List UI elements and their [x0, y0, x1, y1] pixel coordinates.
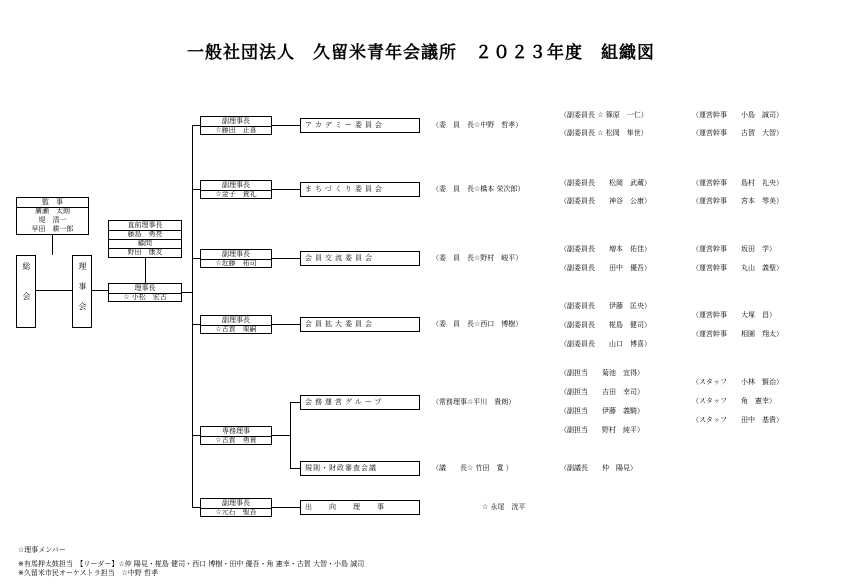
- auditor-name: 廣瀬 太朗: [35, 207, 70, 215]
- president-box: [108, 283, 182, 302]
- chair-text: （委 員 長☆西口 博樹）: [432, 320, 523, 328]
- connector: [272, 189, 300, 190]
- vp-role: 副理事長: [201, 499, 271, 509]
- connector: [272, 258, 300, 259]
- adviser-label: 顧問: [109, 239, 181, 249]
- vp-name: ☆古賀 勇貴: [215, 436, 257, 444]
- chair-text: ☆ 永尾 洸平: [482, 503, 526, 511]
- chair-text: （委 員 長☆野村 峻平）: [432, 254, 523, 262]
- auditor-label: 監 事: [17, 198, 88, 208]
- vp-box: [200, 315, 272, 334]
- connector: [92, 290, 108, 291]
- vp-name: ☆古賀 栗嗣: [215, 325, 257, 333]
- connector: [192, 435, 200, 436]
- manager-text: （運営幹事 小島 誠司）: [692, 111, 783, 119]
- committee-box: まちづくり委員会: [300, 182, 420, 197]
- vice-chair-text: （副委員長 ☆ 松岡 隼世）: [560, 129, 648, 137]
- footer-note: ※久留米市民オーケストラ担当 ☆中野 哲孝: [18, 569, 159, 577]
- vp-role: 副理事長: [201, 117, 271, 127]
- page-title: 一般社団法人 久留米青年会議所 ２０２３年度 組織図: [187, 43, 655, 63]
- staff-text: （スタッフ 田中 基貴）: [692, 416, 783, 424]
- vice-chair-text: （副委員長 松岡 武蔵）: [560, 179, 651, 187]
- trunk-line: [192, 125, 193, 508]
- staff-text: （スタッフ 角 憲幸）: [692, 397, 776, 405]
- president-label: 理事長: [109, 284, 181, 294]
- vice-chair-text: （副委員長 神谷 公康）: [560, 197, 651, 205]
- board-box: [72, 255, 92, 328]
- vice-chair-text: （副委員長 田中 優吾）: [560, 264, 651, 272]
- board-label: 理事会: [78, 262, 87, 322]
- connector: [290, 468, 300, 469]
- vp-box: [200, 249, 272, 268]
- chair-text: （委 員 長☆橋本 栄次郎）: [432, 185, 525, 193]
- vp-role: 副理事長: [201, 316, 271, 326]
- vp-box: [200, 498, 272, 517]
- connector: [272, 435, 290, 436]
- auditor-box: [16, 197, 89, 235]
- vice-chair-text: （副委員長 山口 博喜）: [560, 340, 651, 348]
- connector: [272, 507, 300, 508]
- vice-chair-text: （副委員長 伊藤 匡央）: [560, 302, 651, 310]
- vp-name: ☆金子 貴礼: [215, 190, 257, 198]
- footer-note: ※有馬押太鼓担当 【リーダー】☆仲 陽見・椛島 健司・西口 博樹・田中 優吾・角 憲幸・古賀 大智・小島 誠司: [18, 560, 365, 568]
- general-assembly-box: [16, 255, 36, 328]
- vice-chair-text: （副担当 菊池 宜得）: [560, 369, 644, 377]
- adviser-name: 野田 康友: [127, 248, 163, 256]
- vp-name: ☆藤田 正喜: [215, 126, 257, 134]
- vice-chair-text: （副議長 仲 陽見）: [560, 464, 637, 472]
- auditor-name: 堤 清一: [38, 216, 67, 224]
- manager-text: （運営幹事 古賀 大智）: [692, 129, 783, 137]
- connector: [272, 125, 300, 126]
- connector: [192, 324, 200, 325]
- connector: [182, 292, 192, 293]
- executive-box: [108, 220, 182, 258]
- vp-box: [200, 180, 272, 199]
- committee-box: アカデミー委員会: [300, 118, 420, 133]
- committee-box: 出 向 理 事: [300, 500, 420, 515]
- manager-text: （運営幹事 坂田 学）: [692, 245, 776, 253]
- vp-role: 副理事長: [201, 181, 271, 191]
- chair-text: （議 長☆ 竹田 寛 ）: [432, 464, 513, 472]
- committee-box: 会員交流委員会: [300, 251, 420, 266]
- footer-note: ☆理事メンバー: [18, 546, 66, 554]
- connector: [290, 402, 291, 468]
- connector: [290, 402, 300, 403]
- vp-role: 専務理事: [201, 427, 271, 437]
- chair-text: （常務理事☆平川 貴朗）: [432, 398, 516, 406]
- manager-text: （運営幹事 宮本 琴美）: [692, 197, 783, 205]
- vice-chair-text: （副担当 野村 純平）: [560, 426, 644, 434]
- manager-text: （運営幹事 島村 礼央）: [692, 179, 783, 187]
- connector: [272, 324, 300, 325]
- connector: [36, 290, 72, 291]
- vice-chair-text: （副担当 吉田 幸司）: [560, 388, 644, 396]
- vice-chair-text: （副委員長 椛島 健司）: [560, 321, 651, 329]
- vice-chair-text: （副委員長 ☆ 篠原 一仁）: [560, 111, 648, 119]
- committee-box: 会務運営グループ: [300, 395, 420, 410]
- vp-name: ☆元石 聖吾: [215, 508, 257, 516]
- manager-text: （運営幹事 丸山 義聖）: [692, 264, 783, 272]
- connector: [145, 258, 146, 283]
- chair-text: （委 員 長☆中野 哲孝）: [432, 121, 523, 129]
- president-name: ☆ 小松 宏古: [123, 293, 167, 301]
- vice-chair-text: （副担当 伊藤 義騎）: [560, 407, 644, 415]
- committee-box: 規則・財政審査会議: [300, 461, 420, 476]
- vice-chair-text: （副委員長 増本 佑佳）: [560, 245, 651, 253]
- connector: [192, 125, 200, 126]
- committee-box: 会員拡大委員会: [300, 317, 420, 332]
- past-president-label: 直前理事長: [109, 221, 181, 231]
- auditor-name: 早田 耕一郎: [31, 225, 74, 233]
- general-assembly-label: 総会: [22, 262, 31, 322]
- connector: [52, 235, 53, 255]
- staff-text: （スタッフ 小林 賢治）: [692, 378, 783, 386]
- connector: [192, 507, 200, 508]
- vp-name: ☆近藤 祐司: [215, 259, 257, 267]
- vp-box: [200, 116, 272, 135]
- executive-director-box: [200, 426, 272, 445]
- manager-text: （運営幹事 大塚 昌）: [692, 311, 776, 319]
- past-president-name: 藤島 勇亮: [109, 230, 181, 240]
- connector: [192, 258, 200, 259]
- vp-role: 副理事長: [201, 250, 271, 260]
- connector: [192, 189, 200, 190]
- manager-text: （運営幹事 相園 翔太）: [692, 330, 783, 338]
